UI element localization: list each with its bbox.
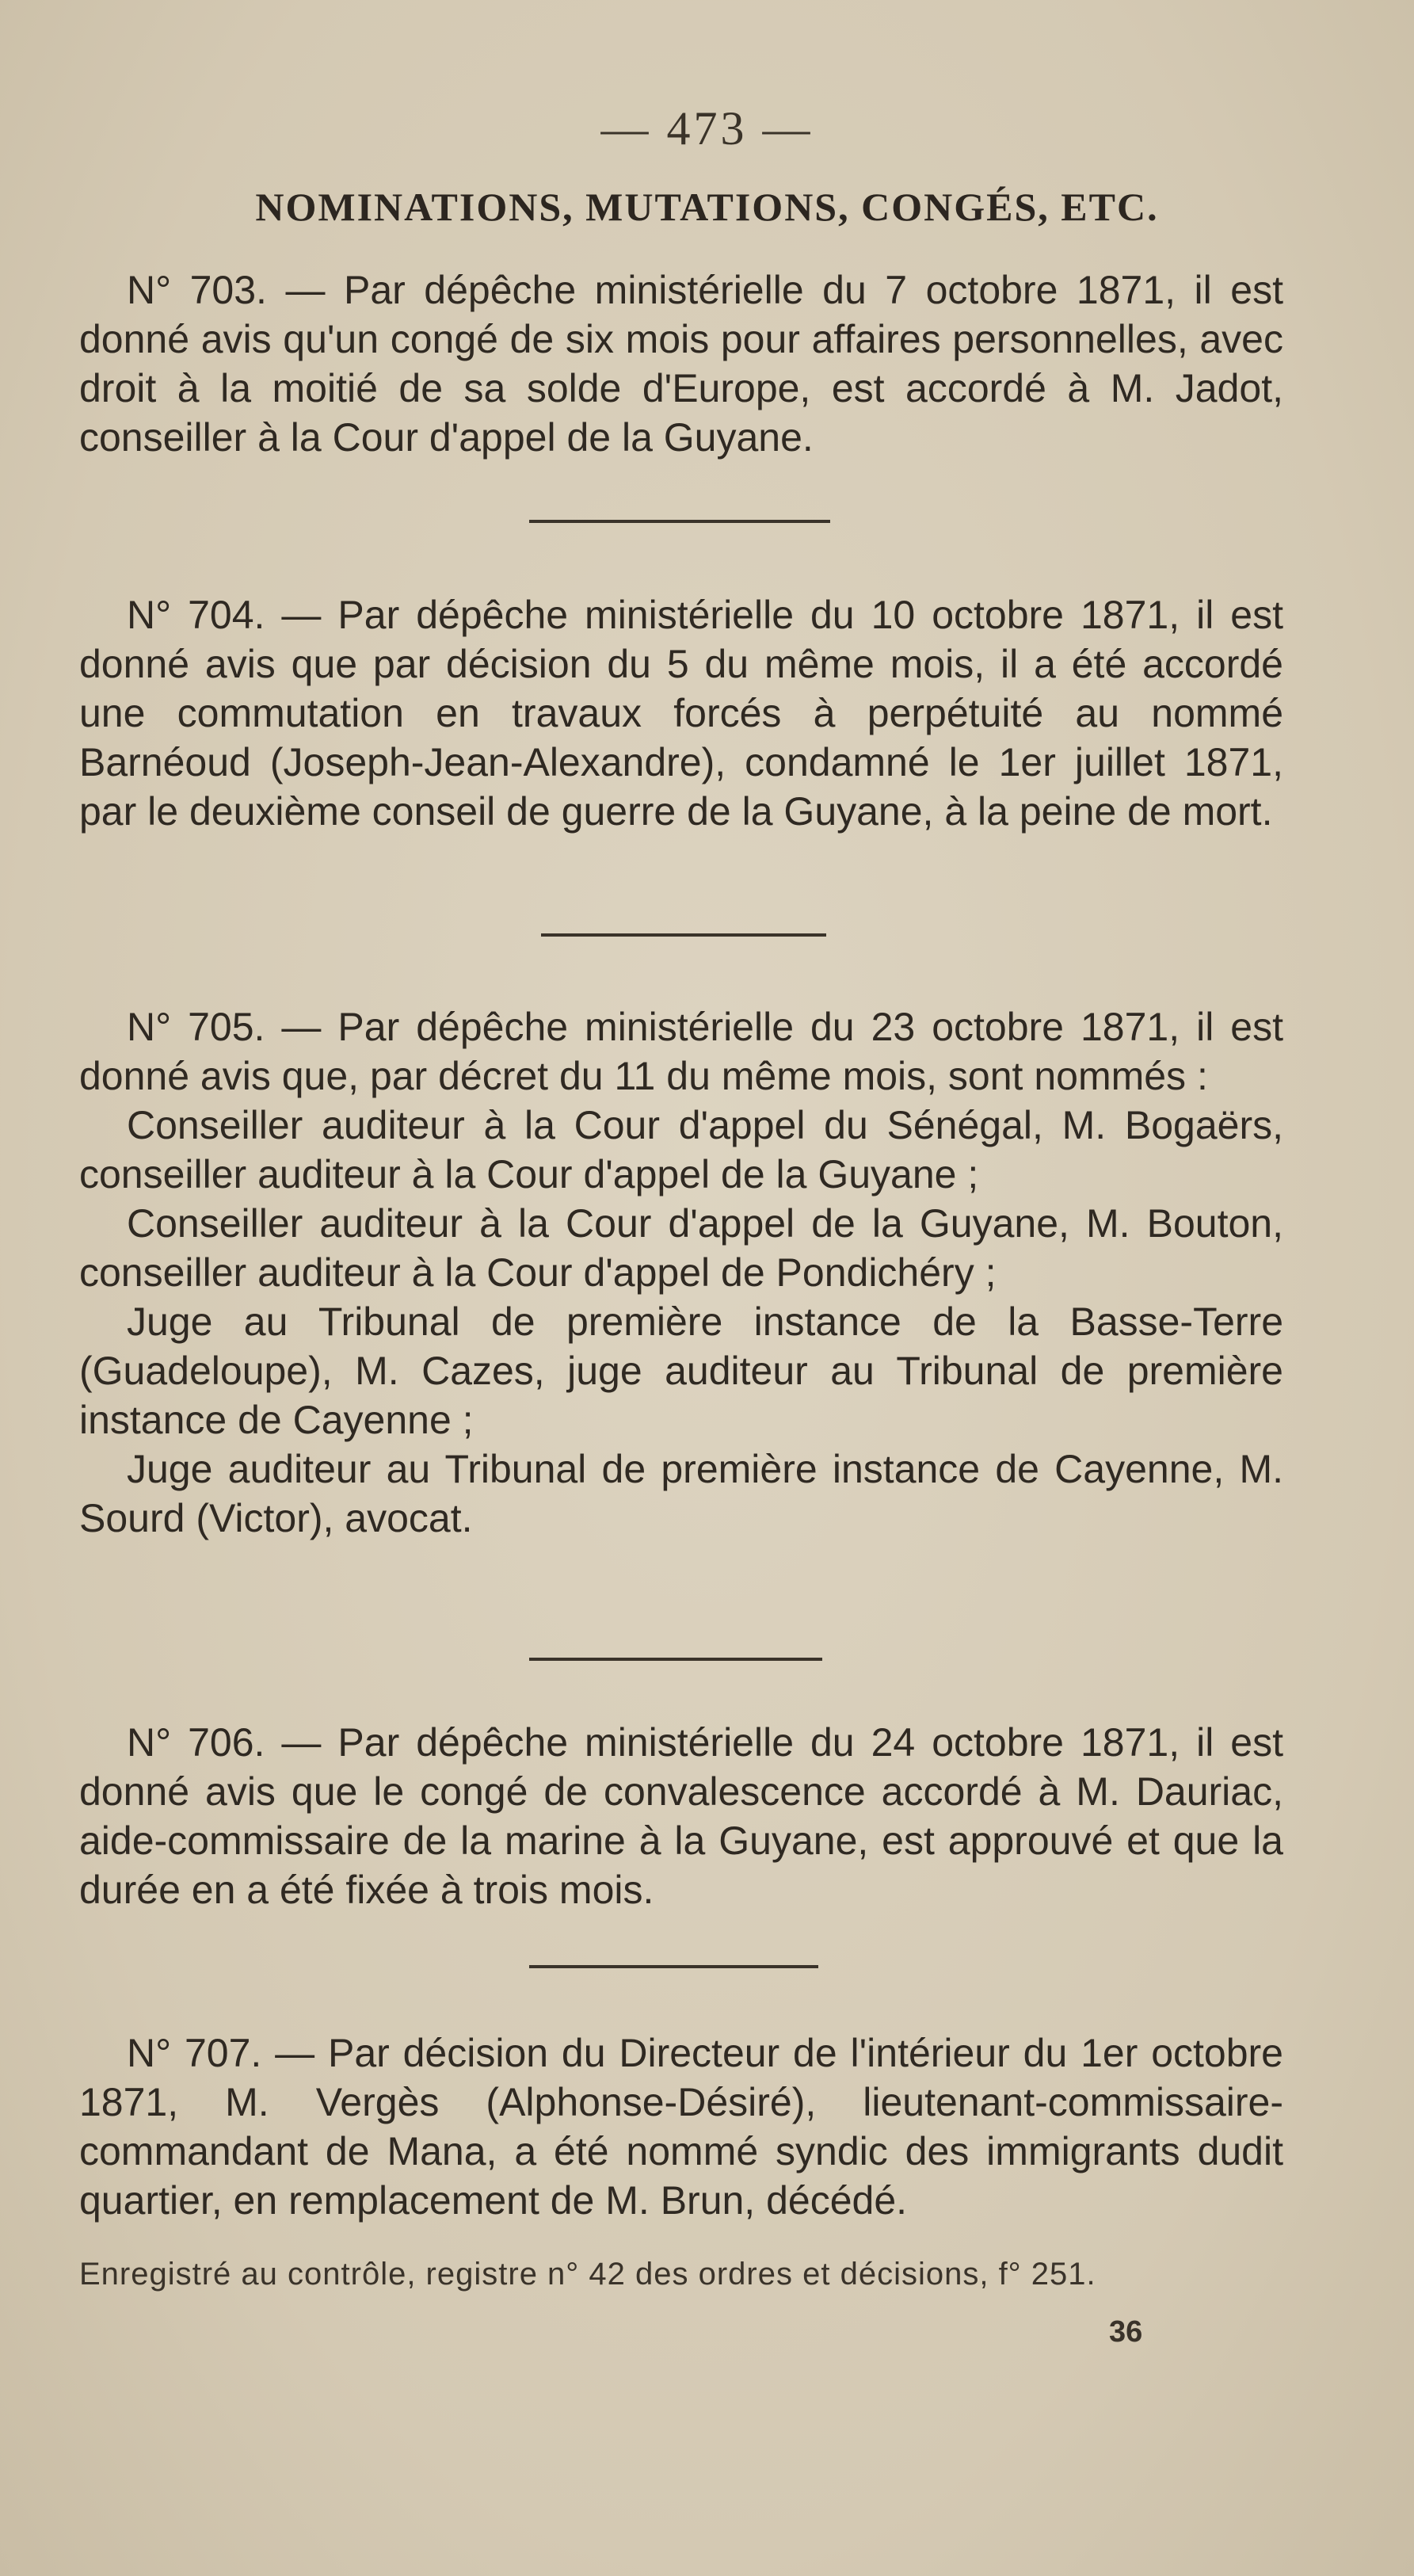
appointment-item: Conseiller auditeur à la Cour d'appel de la Guyane, M. Bouton, conseiller auditeur à la Cour d'appel de Pondichéry ; <box>79 1201 1283 1295</box>
entry-paragraph <box>79 2028 1283 2225</box>
entry-text: — Par dépêche ministérielle du 23 octobre 1871, il est donné avis que, par décret du 11 du même mois, sont nommés : <box>79 1005 1284 1098</box>
entry-705 <box>79 1002 1283 1543</box>
entry-number: N° 706. <box>127 1720 265 1765</box>
separator-rule <box>529 1658 822 1661</box>
entry-number: N° 705. <box>127 1005 265 1049</box>
entry-paragraph <box>79 1002 1283 1101</box>
separator-rule <box>529 1965 818 1968</box>
page-heading: NOMINATIONS, MUTATIONS, CONGÉS, ETC. <box>255 185 1159 229</box>
entry-text: — Par dépêche ministérielle du 24 octobre 1871, il est donné avis que le congé de convalescence accordé à M. Dauriac, aide-commissaire de la marine à la Guyane, est approuvé et que la durée en a été fixée à trois mois. <box>79 1720 1284 1912</box>
separator-rule <box>529 520 830 523</box>
entry-paragraph <box>79 1718 1283 1914</box>
separator-rule <box>541 933 826 937</box>
entry-text: — Par dépêche ministérielle du 7 octobre 1871, il est donné avis qu'un congé de six mois pour affaires personnelles, avec droit à la moitié de sa solde d'Europe, est accordé à M. Jadot, conseiller à la Cour d'appel de la Guyane. <box>79 268 1283 460</box>
entry-number: N° 703. <box>127 268 267 312</box>
appointment-item: Juge auditeur au Tribunal de première instance de Cayenne, M. Sourd (Victor), avocat. <box>79 1447 1283 1540</box>
registration-note: Enregistré au contrôle, registre n° 42 des ordres et décisions, f° 251. <box>79 2257 1096 2292</box>
appointment-item: Juge au Tribunal de première instance de la Basse-Terre (Guadeloupe), M. Cazes, juge auditeur au Tribunal de première instance de Cayenne ; <box>79 1299 1283 1442</box>
entry-number: N° 704. <box>127 593 265 637</box>
appointment-item: Conseiller auditeur à la Cour d'appel du Sénégal, M. Bogaërs, conseiller auditeur à la Cour d'appel de la Guyane ; <box>79 1103 1283 1196</box>
entry-707 <box>79 2028 1283 2225</box>
entry-text: — Par décision du Directeur de l'intérieur du 1er octobre 1871, M. Vergès (Alphonse-Désiré), lieutenant-commissaire-commandant de Mana, a été nommé syndic des immigrants dudit quartier, en remplacement de M. Brun, décédé. <box>79 2031 1283 2223</box>
signature-mark: 36 <box>1109 2315 1143 2349</box>
page-number: — 473 — <box>600 102 814 155</box>
entry-703 <box>79 265 1283 462</box>
entry-704 <box>79 590 1283 836</box>
entry-text: — Par dépêche ministérielle du 10 octobre 1871, il est donné avis que par décision du 5 du même mois, il a été accordé une commutation en travaux forcés à perpétuité au nommé Barnéoud (Joseph-Jean-Alexandre), condamné le 1er juillet 1871, par le deuxième conseil de guerre de la Guyane, à la peine de mort. <box>79 593 1284 834</box>
entry-paragraph <box>79 265 1283 462</box>
entry-paragraph <box>79 590 1283 836</box>
entry-706 <box>79 1718 1283 1914</box>
entry-number: N° 707. <box>127 2031 262 2075</box>
